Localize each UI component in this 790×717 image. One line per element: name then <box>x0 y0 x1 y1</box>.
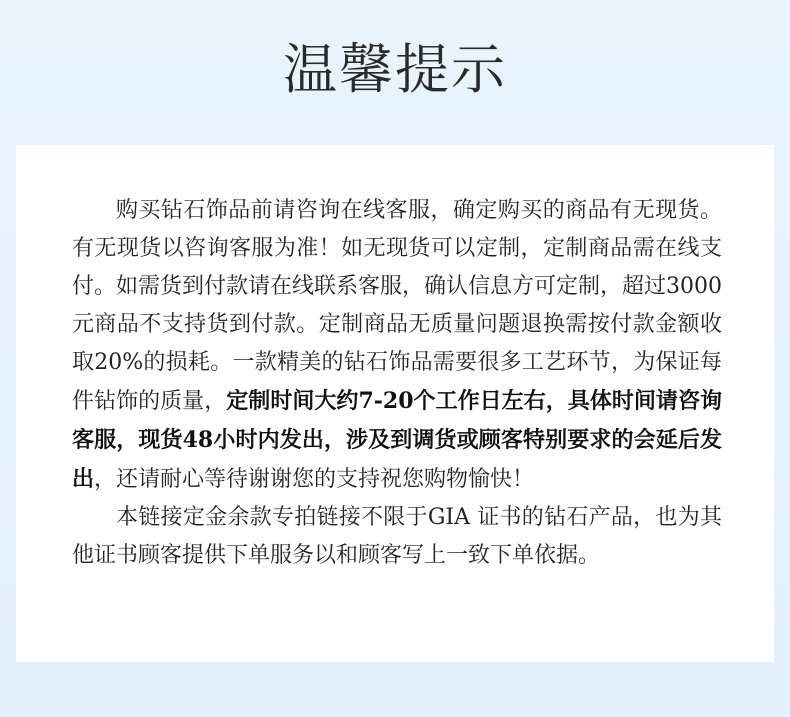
notice-paragraph-1-outro: ，还请耐心等待谢谢您的支持祝您购物愉快！ <box>94 467 535 492</box>
notice-content <box>72 192 722 575</box>
notice-paragraph-1 <box>72 192 722 499</box>
notice-paragraph-2: 本链接定金余款专拍链接不限于GIA 证书的钻石产品，也为其他证书顾客提供下单服务以和顾客写上一致下单依据。 <box>72 505 722 568</box>
notice-card <box>16 145 774 662</box>
notice-paragraph-1-highlight: 定制时间大约7-20个工作日左右，具体时间请咨询客服，现货48小时内发出，涉及到调货或顾客特别要求的会延后发出 <box>72 388 722 492</box>
page-title: 温馨提示 <box>283 38 507 101</box>
notice-paragraph-1-intro: 购买钻石饰品前请咨询在线客服，确定购买的商品有无现货。有无现货以咨询客服为准！如无现货可以定制，定制商品需在线支付。如需货到付款请在线联系客服，确认信息方可定制，超过3000元商品不支持货到付款。定制商品无质量问题退换需按付款金额收取20%的损耗。一款精美的钻石饰品需要很多工艺环节，为保证每件钻饰的质量， <box>72 198 722 414</box>
